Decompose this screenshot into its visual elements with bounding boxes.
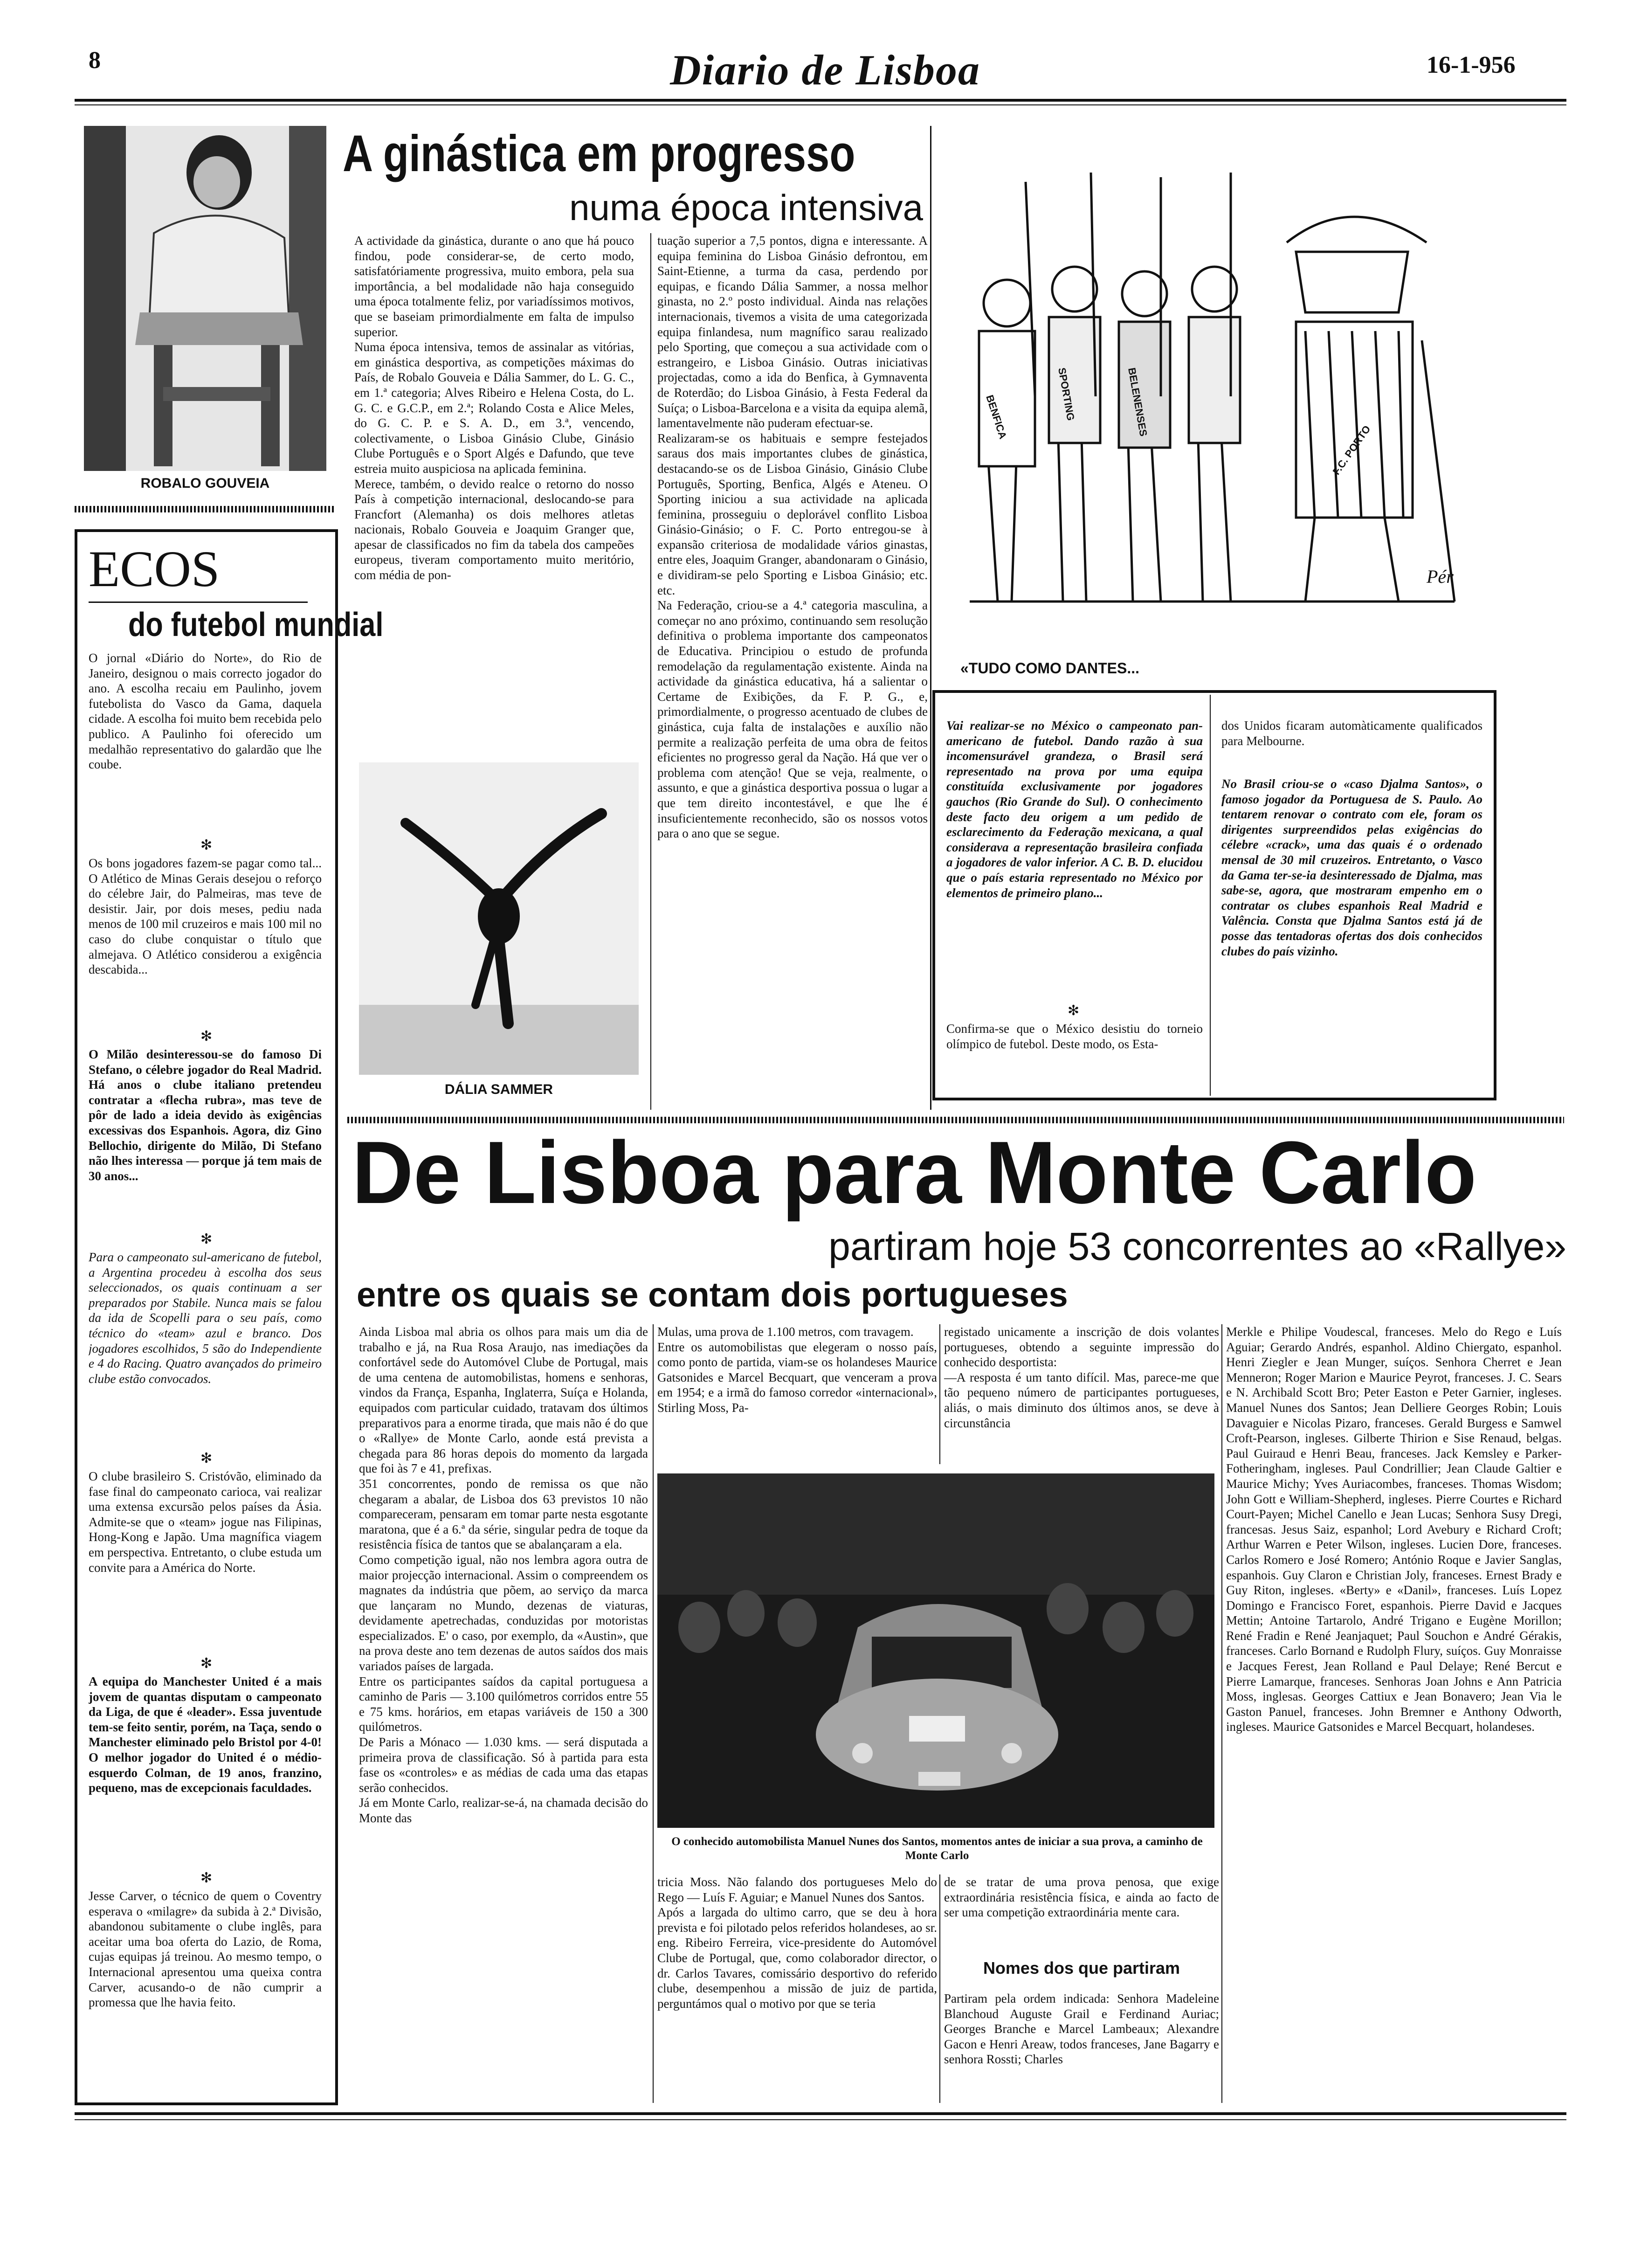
rallye-column-3-bottom: de se tratar de uma prova penosa, que exige extraordinária resistência física, e ainda ao facto de ser uma competição extraordinária mente cara.	[944, 1875, 1219, 1920]
ecos-item: O Milão desinteressou-se do famoso Di Stefano, o célebre jogador do Real Madrid. Há anos o clube italiano pretendeu contratar a «flecha rubra», mas teve de pôr de lado a ideia devido às exigências excessivas dos Espanhois. Agora, diz Gino Bellochio, dirigente do Milão, Di Stefano não lhes interessa — porque já tem mais de 30 anos...	[89, 1047, 322, 1183]
dalia-photo-caption: DÁLIA SAMMER	[444, 1082, 553, 1097]
bottom-rule	[75, 2112, 1566, 2115]
ecos-item: O jornal «Diário do Norte», do Rio de Janeiro, designou o mais correcto jogador do ano. A escolha recaiu em Paulinho, jovem futebolista do Vasco da Gama, daquela cidade. A escolha foi muito bem recebida pelo publico. A Paulinho foi oferecido um medalhão representativo do galardão que lhe coube.	[89, 651, 322, 772]
ecos-item: A equipa do Manchester United é a mais jovem de quantas disputam o campeonato da Liga, de que é «leader». Essa juventude tem-se feito sentir, porém, na Taça, sendo o Manchester eliminado pelo Bristol por 4-0! O melhor jogador do United é o médio-esquerdo Colman, de 19 anos, franzino, pequeno, mas de excepcionais faculdades.	[89, 1674, 322, 1795]
brazil-box-column-1: Vai realizar-se no México o campeonato pan-americano de futebol. Dando razão à sua incomensurável grandeza, o Brasil será representado na prova por uma equipa constituída exclusivamente por jogadores gauchos (Rio Grande do Sul). O conhecimento deste facto deu origem a um pedido de esclarecimento da Federação mexicana, a qual considerava a representação brasileira confiada a jogadores de valor inferior. A C. B. D. elucidou que o país estaria representado no México por elementos de primeiro plano...	[946, 719, 1203, 900]
ecos-separator: ✻	[200, 837, 213, 853]
cartoon-label-benfica: BENFICA	[984, 393, 1009, 441]
ecos-separator: ✻	[200, 1870, 213, 1886]
dalia-sammer-photo	[359, 762, 639, 1075]
rallye-subheadline: partiram hoje 53 concorrentes ao «Rallye»	[828, 1224, 1566, 1268]
rallye-column-rule-2	[939, 1324, 940, 1464]
masthead-date: 16-1-956	[1427, 52, 1516, 78]
rallye-photo-caption: O conhecido automobilista Manuel Nunes dos Santos, momentos antes de iniciar a sua prova, a caminho de Monte Carlo	[671, 1835, 1203, 1862]
cartoon-signature: Pér	[1427, 566, 1454, 587]
ecos-item: Jesse Carver, o técnico de quem o Coventry esperava o «milagre» da subida à 2.ª Divisão, abandonou subitamente o clube inglês, para aceitar uma boa oferta do Lazio, de Roma, cujas equipas já treinou. Ao mesmo tempo, o Internacional apresentou uma queixa contra Carver, acusando-o de não cumprir a promessa que lhe havia feito.	[89, 1889, 322, 2010]
ecos-separator: ✻	[200, 1656, 213, 1671]
masthead-title: Diario de Lisboa	[670, 46, 980, 94]
ecos-separator: ✻	[200, 1029, 213, 1044]
gymnast-pose-illustration	[359, 762, 639, 1075]
brazil-box-column-rule	[1210, 695, 1211, 1096]
ginastica-column-rule	[650, 233, 651, 1110]
robalo-hatch-divider	[75, 506, 336, 512]
brazil-box-column-1-tail: Confirma-se que o México desistiu do torneio olímpico de futebol. Deste modo, os Esta-	[946, 1022, 1203, 1051]
ginastica-column-1: A actividade da ginástica, durante o ano que há pouco findou, pode considerar-se, de certo modo, satisfatóriamente progressiva, muito embora, pela sua importância, a bel modalidade não haja conseguido uma época totalmente feliz, por variadíssimos motivos, que se baseiam primordialmente em falta de impulso superior. Numa época intensiva, temos de assinalar as vitórias, em ginástica desportiva, as competições máximas do País, de Robalo Gouveia e Dália Sammer, do L. G. C., em 1.ª categoria; Alves Ribeiro e Helena Costa, do L. G. C. e G.C.P., em 2.ª; Rolando Costa e Alice Meles, do G. C. P. e S. A. D., em 3.ª, vencendo, colectivamente, o Lisboa Ginásio Clube, Ginásio Clube Português e o Sport Algés e Dafundo, que teve estreia muito auspiciosa na aplicada feminina. Merece, também, o devido realce o retorno do nosso País à competição internacional, deslocando-se para Francfort (Alemanha) os dois melhores atletas nacionais, Robalo Gouveia e Joaquim Granger que, apesar de classificados no fim da tabela dos campeões europeus, tiveram comportamento muito meritório, com média de pon-	[354, 234, 634, 582]
bottom-rule-thin	[75, 2119, 1566, 2120]
ginastica-headline: A ginástica em progresso	[343, 125, 855, 182]
ginastica-column-2: tuação superior a 7,5 pontos, digna e interessante. A equipa feminina do Lisboa Ginásio defrontou, em Saint-Etienne, a turma da casa, perdendo por equipas, e ficando Dália Sammer, a nossa melhor ginasta, no 2.º posto individual. Ainda nas relações internacionais, tivemos a visita de uma categorizada equipa finlandesa, num magnífico sarau realizado pelo Sporting, que começou a sua actividade com o estrangeiro, e Lisboa Ginásio. Outras iniciativas projectadas, como a ida do Benfica, à Gymnaventa de Roterdão; do Lisboa Ginásio, à Festa Federal da Suíça; o Lisboa-Barcelona e a visita da equipa alemã, lamentavelmente não puderam efectuar-se. Realizaram-se os habituais e sempre festejados saraus dos mais importantes clubes de ginástica, destacando-se os de Lisboa Ginásio, Ginásio Clube Português, Sporting, Benfica, Algés e Ateneu. O Sporting iniciou a sua actividade na aplicada feminina, prosseguiu o deplorável conflito Lisboa Ginásio-Ginásio; o F. C. Porto entregou-se à expansão criteriosa de modalidade vários ginastas, entre eles, Joaquim Granger, abandonaram o Ginásio, e dividiram-se pelo Sporting e Lisboa Ginásio; etc. etc. Na Federação, criou-se a 4.ª categoria masculina, a começar no ano próximo, continuando sem resolução definitiva o problema importante dos campeonatos de Educativa. Principiou o estudo de profunda remodelação da regulamentação existente. Ainda na actividade da ginástica educativa, há a salientar o Certame de Exibições, da F. P. G., e, primordialmente, o progresso acentuado de clubes de ginástica, cuja falta de instalações e auxílio não permite a realização perfeita de uma obra de feitos eficientes no progresso geral da Nação. Há que ver o problema com atenção! Que se veja, realmente, o assunto, e que a ginástica desportiva possua o lugar a que tem direito incontestável, e que lhe é insuficientemente reconhecido, são os nossos votos para o ano que se segue.	[657, 234, 928, 841]
ecos-separator: ✻	[200, 1451, 213, 1466]
cartoon-caption: «TUDO COMO DANTES...	[960, 660, 1140, 677]
rallye-nomes-heading: Nomes dos que partiram	[983, 1958, 1180, 1978]
ecos-item: O clube brasileiro S. Cristóvão, eliminado da fase final do campeonato carioca, vai realizar uma extensa excursão pelos países da Ásia. Admite-se que o «team» jogue nas Filipinas, Hong-Kong e Japão. Uma magnífica viagem em perspectiva. Entretanto, o clube estuda um convite para a América do Norte.	[89, 1469, 322, 1575]
ecos-item: Os bons jogadores fazem-se pagar como tal... O Atlético de Minas Gerais desejou o reforço do célebre Jair, do Palmeiras, mas teve de desistir. Jair, por dois meses, pediu nada menos de 100 mil cruzeiros e mais 100 mil no caso do clube conquistar o título que almejava. O Atlético considerou a exigência descabida...	[89, 856, 322, 977]
cartoon-soldiers-illustration	[942, 135, 1473, 643]
cartoon-label-belenenses: BELENENSES	[1126, 366, 1150, 437]
page-number: 8	[89, 47, 101, 74]
ecos-separator: ✻	[200, 1231, 213, 1247]
rallye-column-2-top: Mulas, uma prova de 1.100 metros, com travagem. Entre os automobilistas que elegeram o nosso país, como ponto de partida, viam-se os holandeses Maurice Gatsonides e Marcel Becquart, que venceram a prova em 1954; e a irmã do famoso corredor «internacional», Stirling Moss, Pa-	[657, 1325, 937, 1415]
brazil-box-separator: ✻	[1068, 1003, 1080, 1018]
cartoon-label-sporting: SPORTING	[1056, 366, 1077, 422]
rallye-column-rule-1	[653, 1324, 654, 2103]
rallye-headline: De Lisboa para Monte Carlo	[352, 1123, 1477, 1222]
rallye-column-4-participants: Merkle e Philipe Voudescal, franceses. Melo do Rego e Luís Aguiar; Gerardo Andrés, espanhol. Aldino Chiergato, espanhol. Henri Ziegler e Jean Munger, suíços. Senhora Cherret e Jean Menneron; Roger Marion e Maurice Peyrot, franceses. J. C. Sears e N. Archibald Scott Bro; Peter Easton e Peter Garnier, ingleses. Manuel Nunes dos Santos; Jean Delliere Georges Robin; Louis Davaguier e Nicolas Pizaro, franceses. Gerald Burgess e Samwel Croft-Pearson, ingleses. Gilberte Thirion e Sise Renaud, belgas. Paul Guiraud e Henri Beau, franceses. Jack Kemsley e Parker-Fotheringham, ingleses. Paul Condrillier; Jean Claude Galtier e Maurice Michy; Yves Auriacombes, franceses. Thomas Wisdom; John Gott e William-Shepherd, ingleses. Pierre Courtes e Richard Court-Payen; Michel Canello e Jean Lucas; Senhora Susy Dregi, francesas. Jesus Saiz, espanhol; Lord Avebury e Richard Croft; Arthur Warren e Peter Wilson, ingleses. Lucien Dore, franceses. Carlos Romero e José Romero; António Roque e Javier Sanglas, espanhois. Guy Claron e Christian Joly, franceses. Ernest Brady e Guy Riton, ingleses. «Berty» e «Danil», franceses. Luís Lopez Domingo e Francisco Foret, espanhois. Pierre David e Jacques Mettin; Antoine Tartarolo, André Trigano e Eugène Morillon; René Fradin e René Jeanjaquet; Paul Souchon e André Gérakis, franceses. Carlo Bornand e Rudolph Flury, suíços. Guy Monraisse e Jacques Ferest, Jean Rolland e Paul Delaye; René Bercut e Pierre Lamarque, franceses. Senhoras Joan Johns e Ann Patricia Moss, inglesas. Georges Cattiux e Jean Bonavero; Jean Via le Gaston Panuel, franceses. John Bremner e Anthony Odworth, ingleses. Maurice Gatsonides e Marcel Becquart, holandeses.	[1226, 1325, 1562, 1734]
robalo-photo-caption: ROBALO GOUVEIA	[140, 476, 270, 491]
ecos-title-underline	[89, 602, 308, 603]
ecos-item: Para o campeonato sul-americano de futebol, a Argentina procedeu à escolha dos seus seleccionados, os quais continuam a ser preparados por Stabile. Nunca mais se falou da ida de Scopelli para o seu país, como técnico do «team» azul e branco. Dos jogadores escolhidos, 5 são do Independiente e 4 do Racing. Quatro avançados do primeiro clube estão convocados.	[89, 1250, 322, 1386]
masthead-rule-thin	[75, 104, 1566, 105]
ginastica-subheadline: numa época intensiva	[569, 187, 923, 228]
rallye-column-3-nomes: Partiram pela ordem indicada: Senhora Madeleine Blanchoud Auguste Grail e Ferdinand Auriac; Georges Branche e Marcel Lambeaux; Alexandre Gacon e Henri Areaw, todos franceses, Jane Bagarry e senhora Rossti; Charles	[944, 1991, 1219, 2067]
rallye-column-2-bottom: tricia Moss. Não falando dos portugueses Melo do Rego — Luís F. Aguiar; e Manuel Nunes dos Santos. Após a largada do ultimo carro, que se deu à hora prevista e foi pilotado pelos referidos holandeses, ao sr. eng. Ribeiro Ferreira, vice-presidente do Automóvel Clube de Portugal, que, como colaborador director, o dr. Carlos Tavares, comissário desportivo do referido clube, desempenhou a missão de juiz de partida, perguntámos qual o motivo por que se teria	[657, 1875, 937, 2011]
gymnast-pommel-illustration	[84, 126, 326, 471]
rallye-car-illustration	[657, 1473, 1214, 1828]
ginastica-right-rule	[930, 126, 931, 1110]
rallye-column-1: Ainda Lisboa mal abria os olhos para mais um dia de trabalho e já, na Rua Rosa Araujo, nas imediações da confortável sede do Automóvel Clube de Portugal, mais de uma centena de automobilistas, homens e senhoras, vindos da França, Espanha, Inglaterra, Suíça e Holanda, equipados com particular cuidado, tratavam dos últimos preparativos para a enorme tirada, que mais não é do que o «Rallye» de Monte Carlo, aonde está prevista a chegada para 86 horas depois do momento da largada que foi às 7 e 41, prefixas. 351 concorrentes, pondo de remissa os que não chegaram a abalar, de Lisboa dos 63 previstos 10 não compareceram, pensaram em tomar parte nesta esgotante maratona, que é a 6.ª da série, singular pedra de toque da resistência física de tantos que se abalançaram a ela. Como competição igual, não nos lembra agora outra de maior projecção internacional. Assim o compreendem os magnates da indústria que põem, ao serviço da marca que lançaram no Mundo, dezenas de viaturas, devidamente apetrechadas, conduzidas por motoristas especializados. E' o caso, por exemplo, da «Austin», que na prova deste ano tem dezenas de autos saídos dos mais variados países de largada. Entre os participantes saídos da capital portuguesa a caminho de Paris — 3.100 quilómetros corridos entre 55 e 75 kms. horários, em etapas variáveis de 150 a 300 quilómetros. De Paris a Mónaco — 1.030 kms. — será disputada a primeira prova de classificação. Só à partida para esta fase os «controles» e as médias de cada uma das etapas serão conhecidos. Já em Monte Carlo, realizar-se-á, na chamada decisão do Monte das	[359, 1325, 648, 1825]
rallye-column-rule-3	[1221, 1324, 1222, 2103]
rallye-deck: entre os quais se contam dois portugueses	[357, 1275, 1068, 1314]
masthead-rule	[75, 99, 1566, 102]
brazil-box-column-2: No Brasil criou-se o «caso Djalma Santos», o famoso jogador da Portuguesa de S. Paulo. Ao tentarem renovar o contrato com ele, foram os dirigentes surpreendidos pelas exigências do célebre «crack», uma das quais é o ordenado mensal de 30 mil cruzeiros. Entretanto, o Vasco da Gama ter-se-ia desinteressado de Djalma, mas sabe-se, agora, que mostraram empenho em o contratar os clubes espanhois Real Madrid e Valência. Consta que Djalma Santos está já de posse das tentadoras ofertas dos dois conhecidos clubes do país vizinho.	[1221, 777, 1482, 958]
rallye-hatch-divider	[347, 1117, 1564, 1123]
ecos-subtitle: do futebol mundial	[128, 606, 384, 643]
rallye-column-3-top: registado unicamente a inscrição de dois volantes portugueses, obtendo a seguinte impressão do conhecido desportista: —A resposta é um tanto difícil. Mas, parece-me que tão pequeno número de participantes portugueses, aliás, o mais diminuto dos últimos anos, se deve à circunstância	[944, 1325, 1219, 1430]
brazil-box-column-2-head: dos Unidos ficaram automàticamente qualificados para Melbourne.	[1221, 719, 1482, 748]
ecos-title: ECOS	[89, 540, 220, 597]
rallye-column-rule-2b	[939, 1874, 940, 2103]
cartoon-label-porto: F.C. PORTO	[1330, 423, 1373, 477]
rallye-car-photo	[657, 1473, 1214, 1828]
robalo-gouveia-photo	[84, 126, 326, 471]
cartoon-tudo-como-dantes	[942, 135, 1473, 643]
